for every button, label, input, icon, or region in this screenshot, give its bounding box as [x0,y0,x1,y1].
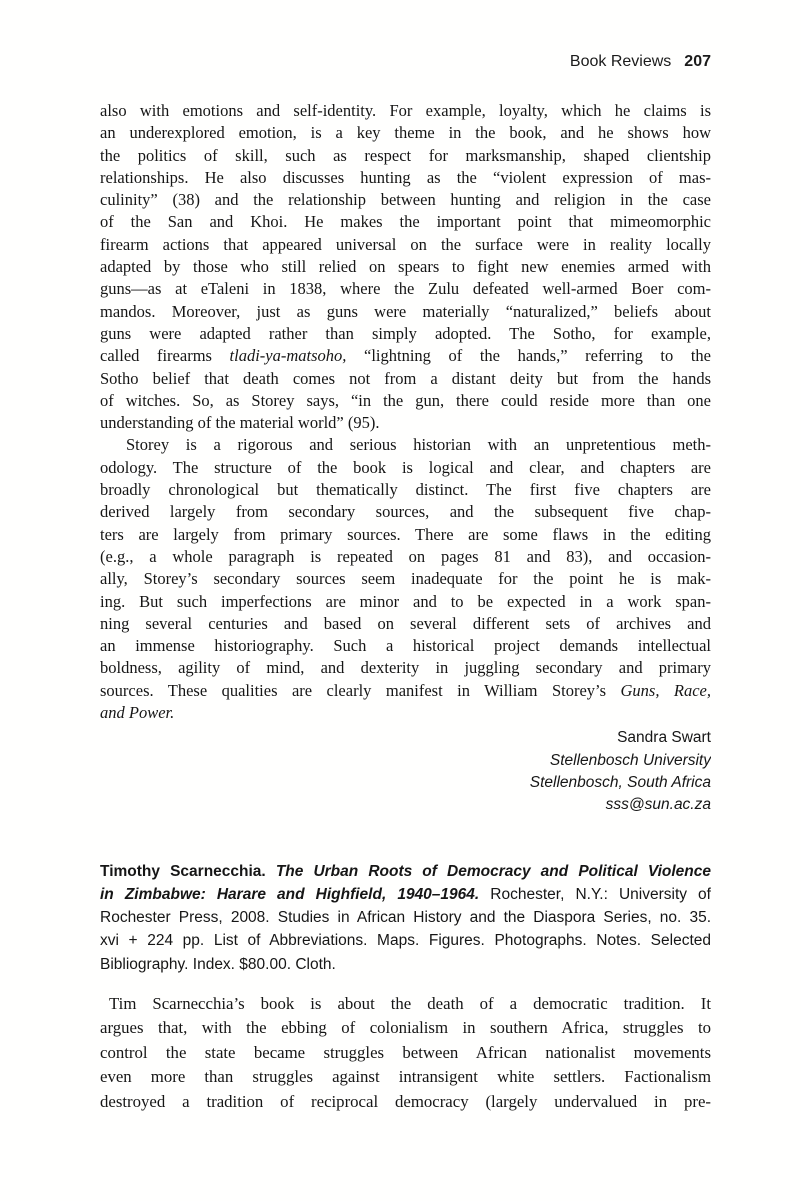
text-segment: sources. These qualities are clearly manifest in William Storey’s [100,680,621,700]
text-segment: Rochester, N.Y.: University of [479,886,711,904]
text-line [100,1016,711,1041]
text-line [100,412,711,434]
text-segment: argues that, with the ebbing of colonialism in southern Africa, struggles to [100,1018,711,1038]
text-segment: even more than struggles against intransigent white settlers. Factionalism [100,1067,711,1087]
text-segment: odology. The structure of the book is logical and clear, and chapters are [100,457,711,477]
text-line [100,953,711,976]
text-segment: broadly chronological but thematically distinct. The first five chapters are [100,480,711,500]
text-segment: an immense historiography. Such a historical project demands intellectual [100,636,711,656]
text-line [100,794,711,816]
text-line [100,390,711,412]
scarnecchia-review-paragraph-1 [100,992,711,1115]
page-number: 207 [684,53,711,70]
text-segment: Timothy Scarnecchia. [100,862,276,880]
text-line [100,122,711,144]
text-segment: (e.g., a whole paragraph is repeated on pages 81 and 83), and occasion- [100,546,711,566]
book-citation-block [100,860,711,976]
text-segment: the politics of skill, such as respect for marksmanship, shaped clientship [100,145,711,165]
text-line [100,234,711,256]
text-segment: an underexplored emotion, is a key theme in the book, and he shows how [100,123,711,143]
text-line [100,167,711,189]
text-segment: firearm actions that appeared universal on the surface were in reality locally [100,234,711,254]
text-line [100,323,711,345]
text-line [100,635,711,657]
text-line [100,568,711,590]
text-segment: xvi + 224 pp. List of Abbreviations. Maps. Figures. Photographs. Notes. Selected [100,932,711,950]
text-line [100,479,711,501]
text-segment: Storey is a rigorous and serious historian with an unpretentious meth- [126,435,711,455]
text-line [100,100,711,122]
text-segment: tladi-ya-matsoho, [229,346,347,366]
text-segment: Rochester Press, 2008. Studies in African History and the Diaspora Series, no. 35. [100,909,711,927]
text-line [100,189,711,211]
text-line [100,1065,711,1090]
text-line [100,727,711,749]
text-segment: The Urban Roots of Democracy and Political Violence [275,862,711,880]
text-segment: control the state became struggles between African nationalist movements [100,1042,711,1062]
text-line [100,929,711,952]
text-line [100,750,711,772]
text-segment: called firearms [100,346,230,366]
text-segment: Sotho belief that death comes not from a distant deity but from the hands [100,368,711,388]
text-segment: of witches. So, as Storey says, “in the gun, there could reside more than one [100,390,711,410]
text-line [100,301,711,323]
text-line [100,278,711,300]
text-line [100,657,711,679]
storey-review-paragraph-1 [100,100,711,434]
text-line [100,772,711,794]
text-segment: Stellenbosch University [549,751,711,769]
text-line [100,501,711,523]
text-line [100,546,711,568]
text-line [100,1041,711,1066]
text-segment: “lightning of the hands,” referring to the [346,346,711,366]
text-line [100,345,711,367]
text-line [100,211,711,233]
text-segment: mandos. Moreover, just as guns were materially “naturalized,” beliefs about [100,301,711,321]
text-segment: culinity” (38) and the relationship between hunting and religion in the case [100,190,711,210]
reviewer-signature-block [100,727,711,817]
text-segment: ters are largely from primary sources. There are some flaws in the editing [100,524,711,544]
text-line [100,860,711,883]
text-line [100,591,711,613]
text-segment: ally, Storey’s secondary sources seem inadequate for the point he is mak- [100,569,711,589]
text-line [100,613,711,635]
text-segment: destroyed a tradition of reciprocal democracy (largely undervalued in pre- [100,1091,711,1111]
text-line [100,680,711,702]
text-line [100,524,711,546]
text-segment: relationships. He also discusses hunting as the “violent expression of mas- [100,167,711,187]
text-segment: also with emotions and self-identity. For example, loyalty, which he claims is [100,101,711,120]
text-line [100,256,711,278]
text-segment: of the San and Khoi. He makes the important point that mimeomorphic [100,212,711,232]
text-segment: Bibliography. Index. $80.00. Cloth. [100,955,336,973]
text-segment: ning several centuries and based on several different sets of archives and [100,613,711,633]
text-segment: in Zimbabwe: Harare and Highfield, 1940–1964. [100,886,480,904]
text-segment: Tim Scarnecchia’s book is about the death of a democratic tradition. It [109,993,711,1013]
text-segment: boldness, agility of mind, and dexterity in juggling secondary and primary [100,658,711,678]
text-line [100,1090,711,1115]
storey-review-paragraph-2 [100,434,711,724]
text-segment: guns—as at eTaleni in 1838, where the Zulu defeated well-armed Boer com- [100,279,711,299]
text-line [100,457,711,479]
text-column [100,100,711,1114]
text-segment: Guns, Race, [620,680,711,700]
text-segment: understanding of the material world” (95). [100,413,380,433]
text-segment: Stellenbosch, South Africa [529,774,711,792]
text-line [100,434,711,456]
text-segment: and Power. [100,703,175,723]
section-title: Book Reviews [569,53,672,70]
text-segment: guns were adapted rather than simply adopted. The Sotho, for example, [100,323,711,343]
text-line [100,368,711,390]
text-line [100,992,711,1017]
text-segment: derived largely from secondary sources, and the subsequent five chap- [100,502,711,522]
text-line [100,702,711,724]
text-segment: sss@sun.ac.za [605,796,711,814]
text-segment: Sandra Swart [617,729,711,747]
running-head [100,53,711,71]
text-segment: ing. But such imperfections are minor and to be expected in a work span- [100,591,711,611]
text-line [100,906,711,929]
text-segment: adapted by those who still relied on spears to fight new enemies armed with [100,257,711,277]
text-line [100,145,711,167]
text-line [100,883,711,906]
